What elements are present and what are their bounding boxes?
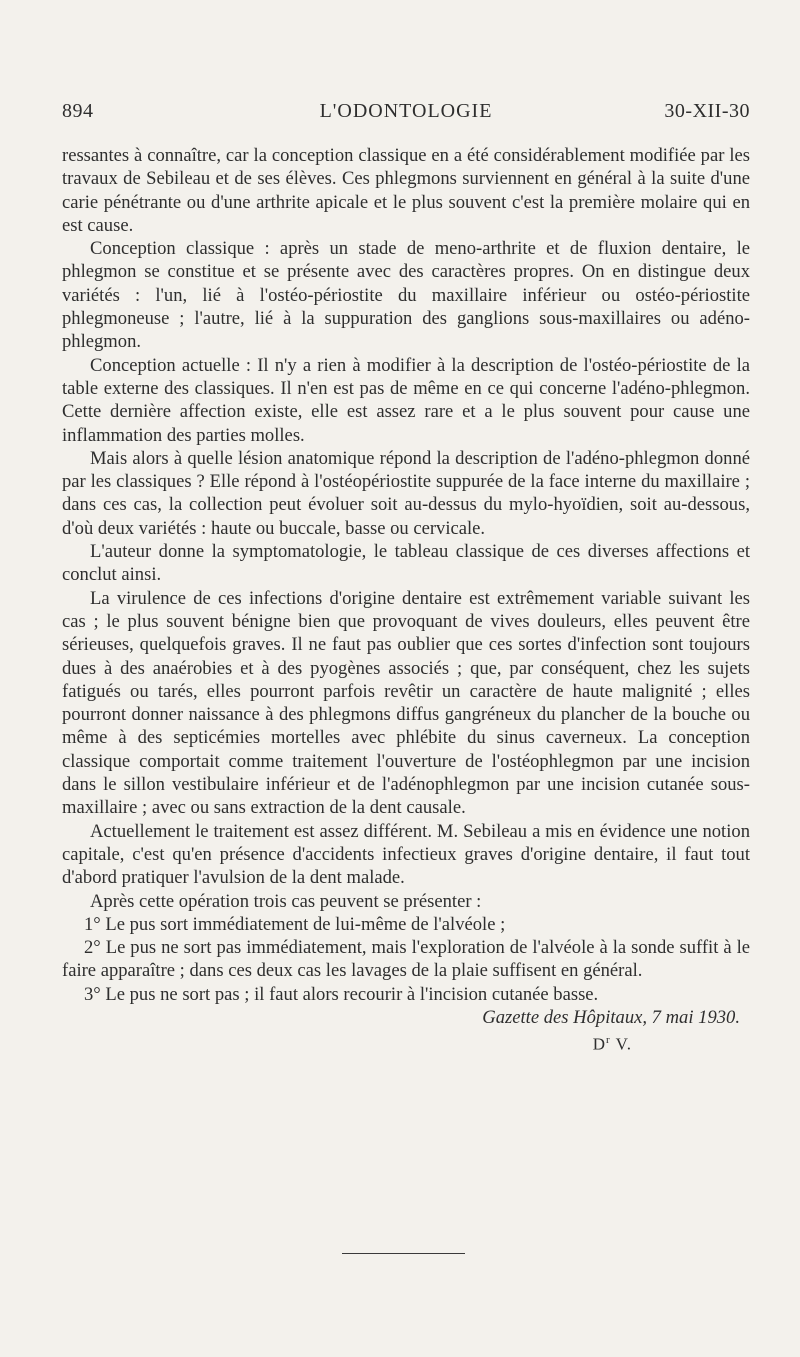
page-header xyxy=(62,100,750,130)
author-signature xyxy=(62,1029,750,1056)
signature-superscript: r xyxy=(606,1034,611,1047)
paragraph-virulence: La virulence de ces infections d'origine dentaire est extrêmement variable suivant les cas ; le plus souvent bénigne bien que provoquant de vives douleurs, elles peuvent être sérieuses, quelquefois graves. Il ne faut pas oublier que ces sortes d'infection sont toujours dues à des anaérobies et à des pyogènes associés ; que, par conséquent, chez les sujets fatigués ou tarés, elles pourront parfois revêtir un caractère de haute malignité ; elles pourront donner naissance à des phlegmons diffus gangréneux du plancher de la bouche ou même à des septicémies mortelles avec phlébite du sinus caverneux. La conception classique comportait comme traitement l'ouverture de l'ostéophlegmon par une incision dans le sillon vestibulaire inférieur et de l'adénophlegmon par une incision cutanée sous-maxillaire ; avec ou sans extraction de la dent causale. xyxy=(62,587,750,819)
journal-title: L'ODONTOLOGIE xyxy=(319,100,493,122)
paragraph-continuation: ressantes à connaître, car la conception classique en a été considérablement modifiée par les travaux de Sebileau et de ses élèves. Ces phlegmons surviennent en général à la suite d'une carie pénétrante ou d'une arthrite apicale et le plus souvent c'est la première molaire qui en est cause. xyxy=(62,145,750,236)
article-body xyxy=(62,144,750,1056)
paragraph-current-conception: Conception actuelle : Il n'y a rien à modifier à la description de l'ostéo-périostite de la table externe des classiques. Il n'en est pas de même en ce qui concerne l'adéno-phlegmon. Cette dernière affection existe, elle est assez rare et a le plus souvent pour cause une inflammation des parties molles. xyxy=(62,354,750,446)
list-item: 3° Le pus ne sort pas ; il faut alors recourir à l'incision cutanée basse. xyxy=(84,983,599,1005)
signature-name: V. xyxy=(615,1034,632,1054)
paragraph-three-cases: Après cette opération trois cas peuvent se présenter : xyxy=(90,890,482,912)
paragraph-adeno-phlegmon: Mais alors à quelle lésion anatomique répond la description de l'adéno-phlegmon donné par les classiques ? Elle répond à l'ostéopériostite suppurée de la face interne du maxillaire ; dans ces cas, la collection peut évoluer soit au-dessus du mylo-hyoïdien, soit au-dessous, d'où deux variétés : haute ou buccale, basse ou cervicale. xyxy=(62,447,750,539)
issue-date: 30-XII-30 xyxy=(664,100,750,122)
page-number: 894 xyxy=(62,100,94,122)
list-item: 2° Le pus ne sort pas immédiatement, mais l'exploration de l'alvéole à la sonde suffit à le faire apparaître ; dans ces deux cas les lavages de la plaie suffisent en général. xyxy=(62,937,750,982)
signature-prefix: D xyxy=(592,1034,607,1054)
paragraph-symptomatology: L'auteur donne la symptomatologie, le tableau classique de ces diverses affections et conclut ainsi. xyxy=(62,541,750,586)
list-item: 1° Le pus sort immédiatement de lui-même de l'alvéole ; xyxy=(84,913,506,935)
paragraph-classical-conception: Conception classique : après un stade de meno-arthrite et de fluxion dentaire, le phlegmon se constitue et se présente avec des caractères propres. On en distingue deux variétés : l'un, lié à l'ostéo-périostite du maxillaire inférieur ou ostéo-périostite phlegmoneuse ; l'autre, lié à la suppuration des ganglions sous-maxillaires ou adéno-phlegmon. xyxy=(62,238,750,353)
source-citation: Gazette des Hôpitaux, 7 mai 1930. xyxy=(482,1006,740,1028)
paragraph-treatment: Actuellement le traitement est assez différent. M. Sebileau a mis en évidence une notion capitale, c'est qu'en présence d'accidents infectieux graves d'origine dentaire, il faut tout d'abord pratiquer l'avulsion de la dent malade. xyxy=(62,820,750,889)
section-divider xyxy=(342,1253,465,1254)
